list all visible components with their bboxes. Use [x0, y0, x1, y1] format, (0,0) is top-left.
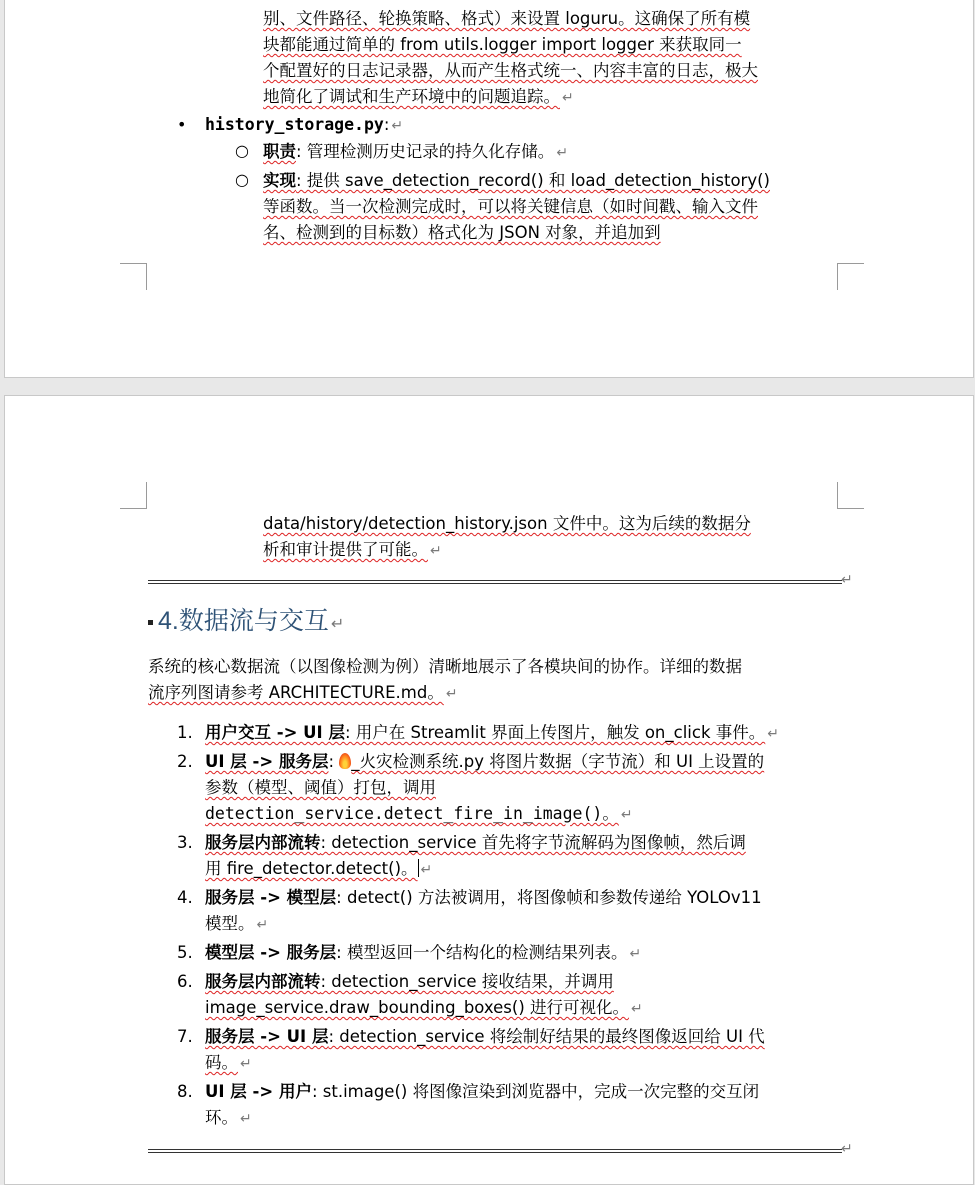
crop-mark-top-right	[837, 482, 864, 509]
section-heading	[148, 601, 344, 637]
crop-mark-bottom-right	[837, 263, 864, 290]
section-title: 数据流与交互	[178, 607, 329, 635]
document-page-2	[4, 395, 974, 1185]
duty-label: 职责	[263, 142, 296, 161]
paragraph-mark: ↵	[562, 90, 574, 106]
step-2-line-3	[205, 801, 633, 828]
step-label: 服务层内部流转	[205, 833, 321, 852]
step-text: 码。	[205, 1053, 238, 1072]
step-text: :	[328, 752, 340, 771]
paragraph-mark: ↵	[841, 1141, 853, 1157]
intro-line-1	[148, 654, 742, 680]
impl-line-1	[263, 168, 770, 194]
crop-mark-top-left	[120, 482, 147, 509]
step-4-line-1	[205, 885, 762, 911]
step-text: : detection_service 首先将字节流解码为图像帧，然后调	[320, 833, 746, 852]
paragraph-mark: ↵	[420, 862, 433, 878]
step-3-line-2	[205, 856, 432, 883]
step-text: : detect() 方法被调用，将图像帧和参数传递给 YOLOv11	[336, 888, 762, 907]
step-text: 环。	[205, 1108, 238, 1127]
step-label: 服务层内部流转	[205, 972, 321, 991]
horizontal-rule	[148, 580, 842, 584]
step-4-line-2	[205, 911, 268, 938]
step-text: 用 fire_detector.detect()。	[205, 859, 418, 878]
paragraph-mark: ↵	[391, 118, 404, 134]
history-storage-item	[205, 112, 403, 139]
paragraph-mark: ↵	[240, 1056, 252, 1072]
document-page-1	[4, 0, 974, 378]
paragraph-mark: ↵	[631, 1001, 643, 1017]
step-text: : 模型返回一个结构化的检测结果列表。	[336, 943, 628, 962]
continued-line-2	[263, 537, 442, 564]
step-number: 3.	[177, 833, 193, 852]
intro-text-1: 系统的核心数据流（以图像检测为例）清晰地展示了各模块间的协作。详细的数据	[148, 657, 742, 676]
horizontal-rule	[148, 1149, 842, 1153]
step-text: 模型。	[205, 914, 255, 933]
text-cursor	[418, 859, 419, 877]
step-7-line-1	[205, 1024, 765, 1050]
duty-text: : 管理检测历史记录的持久化存储。	[296, 142, 555, 161]
step-number: 8.	[177, 1082, 193, 1101]
paragraph-mark: ↵	[445, 686, 458, 702]
impl-line-2: 等函数。当一次检测完成时，可以将关键信息（如时间戳、输入文件	[263, 197, 758, 216]
step-5	[205, 940, 641, 967]
step-label: 用户交互 -> UI 层	[205, 723, 345, 742]
step-8-line-1	[205, 1079, 759, 1105]
step-1	[205, 720, 779, 747]
step-6-line-2	[205, 995, 643, 1022]
paragraph-mark: ↵	[841, 572, 853, 588]
continued-line-1: data/history/detection_history.json 文件中。这为后续的数据分	[263, 514, 751, 533]
paragraph-mark: ↵	[330, 616, 345, 633]
step-text: detection_service.detect_fire_in_image()。	[205, 804, 619, 823]
step-text: : detection_service 接收结果，并调用	[320, 972, 614, 991]
logger-line-4	[263, 84, 574, 111]
section-number: 4.	[158, 607, 179, 635]
intro-text-2: 流序列图请参考 ARCHITECTURE.md。	[148, 683, 444, 702]
step-7-line-2	[205, 1050, 252, 1077]
logger-line-2: 块都能通过简单的 from utils.logger import logger 来获取同一	[263, 35, 742, 54]
paragraph-mark: ↵	[556, 145, 569, 161]
step-3-line-1	[205, 830, 746, 856]
colon: :	[383, 115, 390, 134]
step-text: : 用户在 Streamlit 界面上传图片，触发 on_click 事件。	[344, 723, 766, 742]
step-text: : st.image() 将图像渲染到浏览器中，完成一次完整的交互闭	[311, 1082, 760, 1101]
step-number: 5.	[177, 943, 193, 962]
duty-item	[263, 139, 568, 166]
flame-icon	[339, 753, 351, 769]
step-number: 4.	[177, 888, 193, 907]
crop-mark-bottom-left	[120, 263, 147, 290]
sub-bullet: ○	[235, 170, 249, 189]
step-number: 2.	[177, 752, 193, 771]
step-number: 7.	[177, 1027, 193, 1046]
step-2-line-1	[205, 749, 764, 775]
paragraph-mark: ↵	[767, 726, 779, 742]
impl-text-1: : 提供 save_detection_record() 和 load_detection_history()	[296, 171, 770, 190]
heading-marker	[148, 620, 153, 625]
step-2-line-2: 参数（模型、阈值）打包，调用	[205, 778, 436, 797]
paragraph-mark: ↵	[240, 1111, 252, 1127]
step-label: UI 层 -> 服务层	[205, 752, 329, 771]
impl-line-3: 名、检测到的目标数）格式化为 JSON 对象，并追加到	[263, 223, 661, 242]
step-text: _火灾检测系统.py 将图片数据（字节流）和 UI 上设置的	[351, 752, 765, 771]
impl-label: 实现	[263, 171, 296, 190]
paragraph-mark: ↵	[629, 946, 642, 962]
step-label: 服务层 -> 模型层	[205, 888, 337, 907]
paragraph-mark: ↵	[430, 543, 442, 559]
step-number: 1.	[177, 723, 193, 742]
paragraph-mark: ↵	[620, 807, 633, 823]
bullet: •	[177, 115, 187, 134]
step-6-line-1	[205, 969, 614, 995]
step-text: : detection_service 将绘制好结果的最终图像返回给 UI 代	[328, 1027, 765, 1046]
logger-line-4-text: 地简化了调试和生产环境中的问题追踪。	[263, 87, 560, 106]
step-label: 模型层 -> 服务层	[205, 943, 337, 962]
logger-line-3: 个配置好的日志记录器，从而产生格式统一、内容丰富的日志，极大	[263, 61, 758, 80]
continued-line-2-text: 析和审计提供了可能。	[263, 540, 428, 559]
sub-bullet: ○	[235, 141, 249, 160]
step-label: UI 层 -> 用户	[205, 1082, 312, 1101]
paragraph-mark: ↵	[256, 917, 269, 933]
step-8-line-2	[205, 1105, 252, 1132]
history-storage-filename: history_storage.py	[205, 115, 384, 134]
logger-line-1: 别、文件路径、轮换策略、格式）来设置 loguru。这确保了所有模	[263, 9, 751, 28]
step-text: image_service.draw_bounding_boxes() 进行可视化。	[205, 998, 630, 1017]
step-label: 服务层 -> UI 层	[205, 1027, 329, 1046]
intro-line-2	[148, 680, 458, 707]
step-number: 6.	[177, 972, 193, 991]
